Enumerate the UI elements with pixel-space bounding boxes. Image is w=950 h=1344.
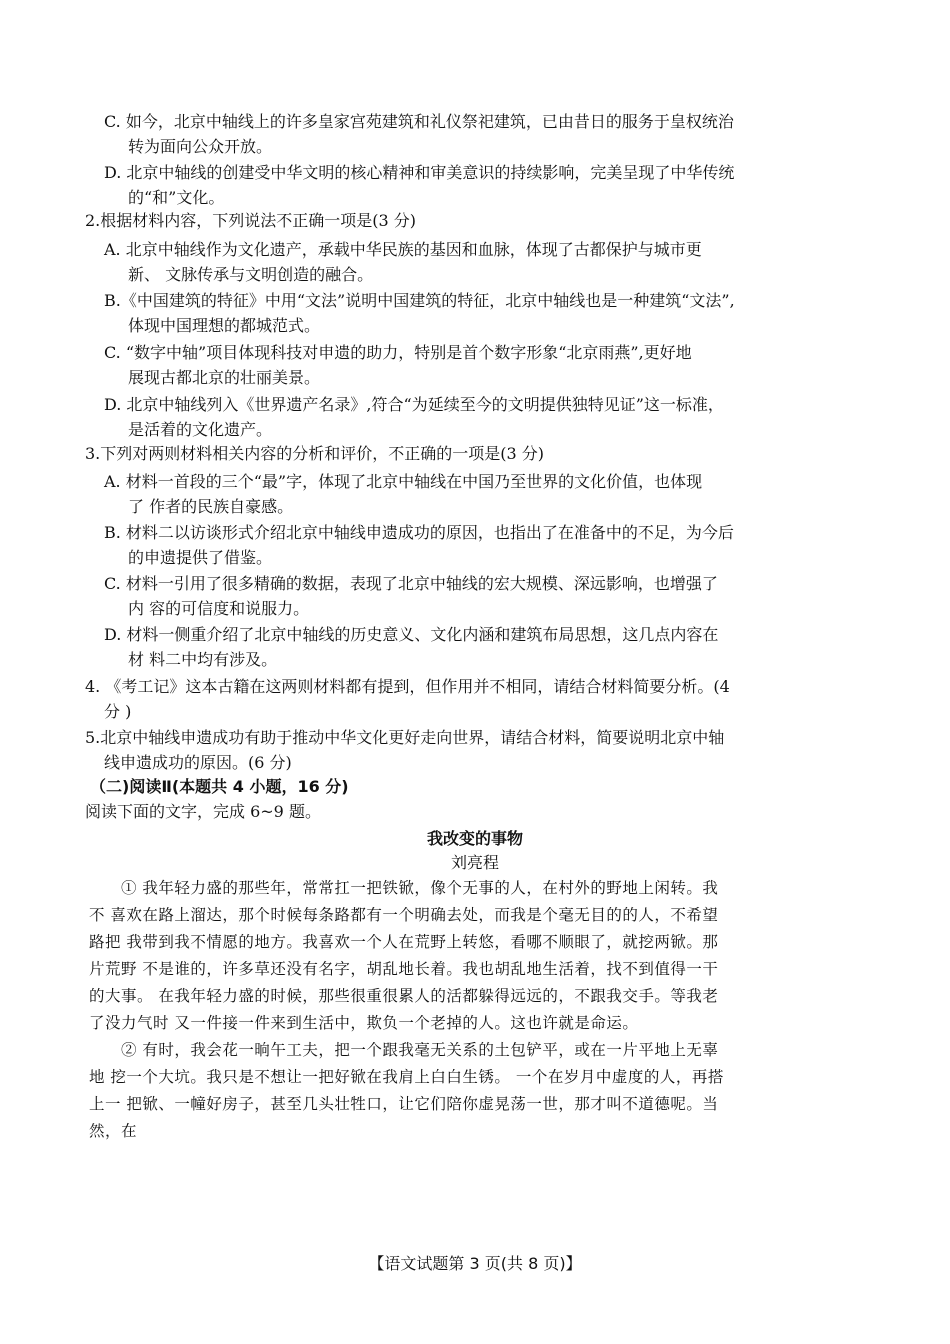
- article-title: 我改变的事物: [426, 829, 523, 848]
- paragraph-line: ② 有时，我会花一晌午工夫，把一个跟我毫无关系的土包铲平，或在一片平地上无辜: [121, 1041, 719, 1059]
- option-line: C. 如今，北京中轴线上的许多皇家宫苑建筑和礼仪祭祀建筑，已由昔日的服务于皇权统治: [104, 112, 734, 131]
- question-text: 线申遗成功的原因。(6 分): [104, 753, 292, 772]
- article-author: 刘亮程: [450, 853, 499, 872]
- q2-stem: [85, 208, 865, 233]
- option-line: 材 料二中均有涉及。: [128, 650, 278, 669]
- q1-option-c: [104, 109, 864, 159]
- option-line: 的“和”文化。: [128, 188, 225, 207]
- question-text: 5.北京中轴线申遗成功有助于推动中华文化更好走向世界，请结合材料，简要说明北京中轴: [85, 728, 725, 747]
- option-line: 了 作者的民族自豪感。: [128, 497, 294, 516]
- paragraph-line: 不 喜欢在路上溜达，那个时候每条路都有一个明确去处，而我是个毫无目的的人，不希望: [89, 906, 719, 924]
- q2-option-a: [104, 237, 864, 287]
- q3-option-b: [104, 520, 864, 570]
- q1-option-d: [104, 160, 864, 210]
- q3-option-c: [104, 571, 864, 621]
- option-line: 新、 文脉传承与文明创造的融合。: [128, 265, 374, 284]
- paragraph-line: 路把 我带到我不情愿的地方。我喜欢一个人在荒野上转悠，看哪不顺眼了，就挖两锨。那: [89, 933, 719, 951]
- option-line: 体现中国理想的都城范式。: [128, 316, 321, 335]
- option-line: 转为面向公众开放。: [128, 137, 273, 156]
- question-text: 4. 《考工记》这本古籍在这两则材料都有提到，但作用并不相同，请结合材料简要分析。(4: [85, 677, 730, 696]
- question-text: 3.下列对两则材料相关内容的分析和评价，不正确的一项是(3 分): [85, 444, 545, 463]
- section-heading: （二)阅读Ⅱ(本题共 4 小题，16 分): [90, 777, 349, 796]
- q2-option-d: [104, 392, 864, 442]
- q5: [85, 725, 865, 775]
- q4: [85, 674, 865, 724]
- option-line: B.《中国建筑的特征》中用“文法”说明中国建筑的特征，北京中轴线也是一种建筑“文法”,: [104, 291, 735, 310]
- paragraph-line: 然，在: [89, 1122, 138, 1140]
- q2-option-b: [104, 288, 864, 338]
- option-line: B. 材料二以访谈形式介绍北京中轴线申遗成功的原因，也指出了在准备中的不足，为今后: [104, 523, 734, 542]
- question-text: 2.根据材料内容，下列说法不正确一项是(3 分): [85, 211, 417, 230]
- page-footer: 【语文试题第 3 页(共 8 页)】: [368, 1254, 582, 1273]
- paragraph-line: 了没力气时 又一件接一件来到生活中，欺负一个老掉的人。这也许就是命运。: [89, 1014, 639, 1032]
- paragraph-line: 片荒野 不是谁的，许多草还没有名字，胡乱地长着。我也胡乱地生活着，找不到值得一干: [89, 960, 719, 978]
- option-line: D. 北京中轴线的创建受中华文明的核心精神和审美意识的持续影响，完美呈现了中华传统: [104, 163, 735, 182]
- paragraph-line: 上一 把锨、一幢好房子，甚至几头壮牲口，让它们陪你虚晃荡一世，那才叫不道德呢。当: [89, 1095, 719, 1113]
- option-line: D. 北京中轴线列入《世界遗产名录》,符合“为延续至今的文明提供独特见证”这一标准，: [104, 395, 724, 414]
- option-line: C. “数字中轴”项目体现科技对申遗的助力，特别是首个数字形象“北京雨燕”,更好地: [104, 343, 692, 362]
- paragraph-line: 地 挖一个大坑。我只是不想让一把好锨在我肩上白白生锈。 一个在岁月中虚度的人，再搭: [89, 1068, 724, 1086]
- option-line: 的申遗提供了借鉴。: [128, 548, 273, 567]
- option-line: 内 容的可信度和说服力。: [128, 599, 310, 618]
- article-paragraph-2: [89, 1037, 849, 1145]
- option-line: A. 材料一首段的三个“最”字，体现了北京中轴线在中国乃至世界的文化价值，也体现: [104, 472, 703, 491]
- q3-stem: [85, 441, 865, 466]
- paragraph-line: 的大事。 在我年轻力盛的时候，那些很重很累人的活都躲得远远的，不跟我交手。等我老: [89, 987, 719, 1005]
- question-text: 分 ): [104, 702, 132, 721]
- reading-instruction: 阅读下面的文字，完成 6~9 题。: [85, 802, 321, 821]
- option-line: C. 材料一引用了很多精确的数据，表现了北京中轴线的宏大规模、深远影响，也增强了: [104, 574, 718, 593]
- option-line: 是活着的文化遗产。: [128, 420, 273, 439]
- option-line: A. 北京中轴线作为文化遗产，承载中华民族的基因和血脉，体现了古都保护与城市更: [104, 240, 702, 259]
- article-paragraph-1: [89, 875, 849, 1037]
- option-line: D. 材料一侧重介绍了北京中轴线的历史意义、文化内涵和建筑布局思想，这几点内容在: [104, 625, 719, 644]
- paragraph-line: ① 我年轻力盛的那些年，常常扛一把铁锨，像个无事的人，在村外的野地上闲转。我: [121, 879, 719, 897]
- q3-option-a: [104, 469, 864, 519]
- option-line: 展现古都北京的壮丽美景。: [128, 368, 321, 387]
- q3-option-d: [104, 622, 864, 672]
- q2-option-c: [104, 340, 864, 390]
